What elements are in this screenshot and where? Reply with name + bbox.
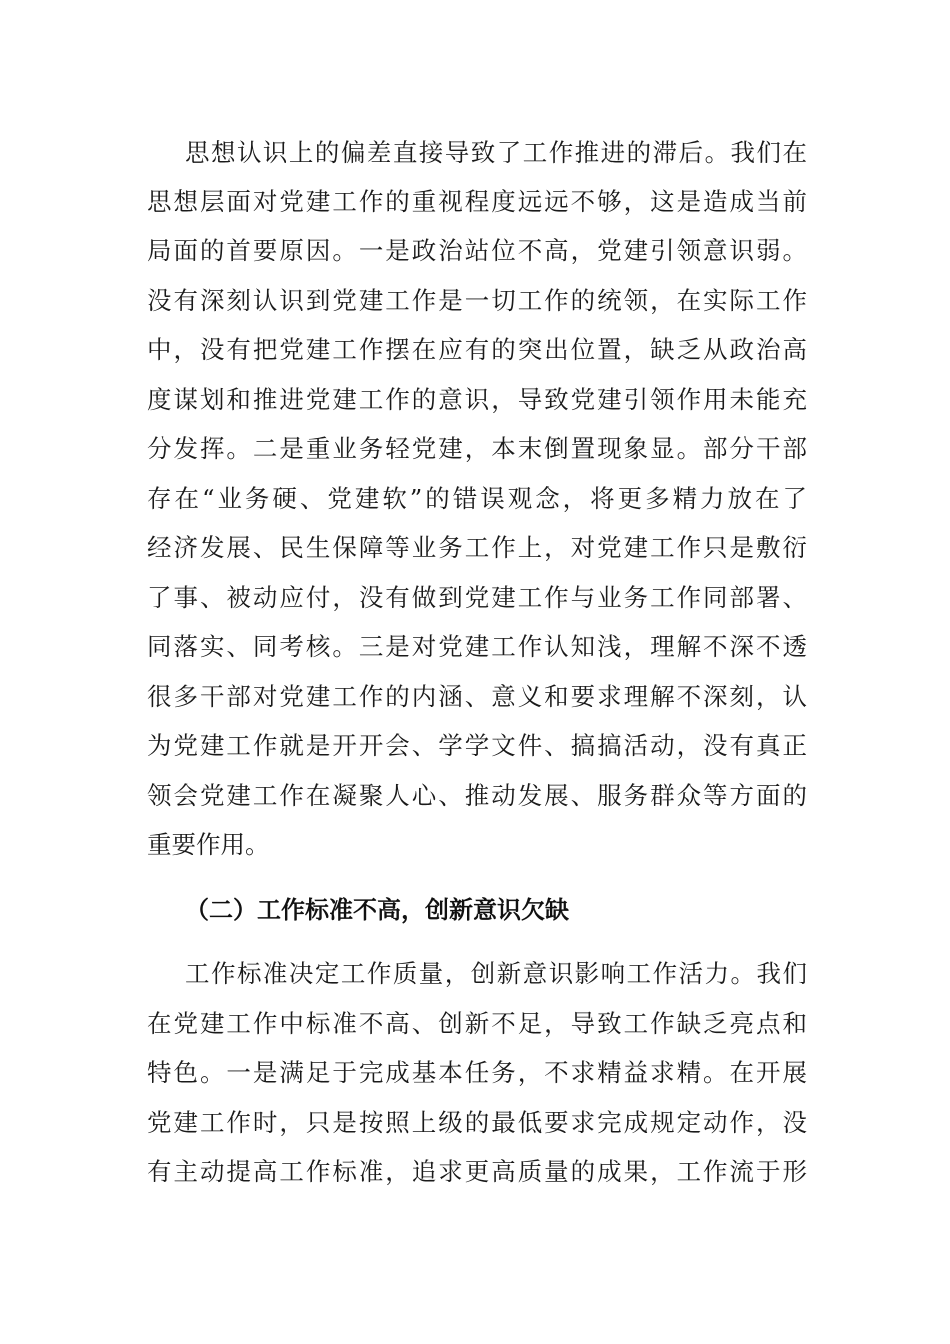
- paragraph-2-line-3: 特色。一是满足于完成基本任务，不求精益求精。在开展: [147, 1058, 807, 1087]
- paragraph-1-line-2: 思想层面对党建工作的重视程度远远不够，这是造成当前: [147, 187, 807, 216]
- paragraph-2-line-5: 有主动提高工作标准，追求更高质量的成果，工作流于形: [147, 1157, 807, 1186]
- paragraph-2-line-2: 在党建工作中标准不高、创新不足，导致工作缺乏亮点和: [147, 1009, 807, 1038]
- paragraph-1-line-11: 同落实、同考核。三是对党建工作认知浅，理解不深不透: [147, 632, 807, 661]
- section-heading: （二）工作标准不高，创新意识欠缺: [185, 896, 569, 924]
- paragraph-2-line-1: 工作标准决定工作质量，创新意识影响工作活力。我们: [185, 959, 807, 988]
- paragraph-1-line-5: 中，没有把党建工作摆在应有的突出位置，缺乏从政治高: [147, 335, 807, 364]
- paragraph-1-line-10: 了事、被动应付，没有做到党建工作与业务工作同部署、: [147, 583, 807, 612]
- paragraph-1-line-6: 度谋划和推进党建工作的意识，导致党建引领作用未能充: [147, 385, 807, 414]
- paragraph-2-line-4: 党建工作时，只是按照上级的最低要求完成规定动作，没: [147, 1108, 807, 1137]
- paragraph-1-line-4: 没有深刻认识到党建工作是一切工作的统领，在实际工作: [147, 286, 807, 315]
- paragraph-1-line-7: 分发挥。二是重业务轻党建，本末倒置现象显。部分干部: [147, 434, 807, 463]
- paragraph-1-line-9: 经济发展、民生保障等业务工作上，对党建工作只是敷衍: [147, 533, 807, 562]
- paragraph-1-line-15: 重要作用。: [147, 830, 270, 859]
- paragraph-1-line-12: 很多干部对党建工作的内涵、意义和要求理解不深刻，认: [147, 682, 807, 711]
- paragraph-1-line-1: 思想认识上的偏差直接导致了工作推进的滞后。我们在: [185, 138, 807, 167]
- paragraph-1-line-8: 存在“业务硬、党建软”的错误观念，将更多精力放在了: [147, 484, 807, 513]
- paragraph-1-line-14: 领会党建工作在凝聚人心、推动发展、服务群众等方面的: [147, 781, 807, 810]
- paragraph-1-line-3: 局面的首要原因。一是政治站位不高，党建引领意识弱。: [147, 236, 807, 265]
- paragraph-1-line-13: 为党建工作就是开开会、学学文件、搞搞活动，没有真正: [147, 731, 807, 760]
